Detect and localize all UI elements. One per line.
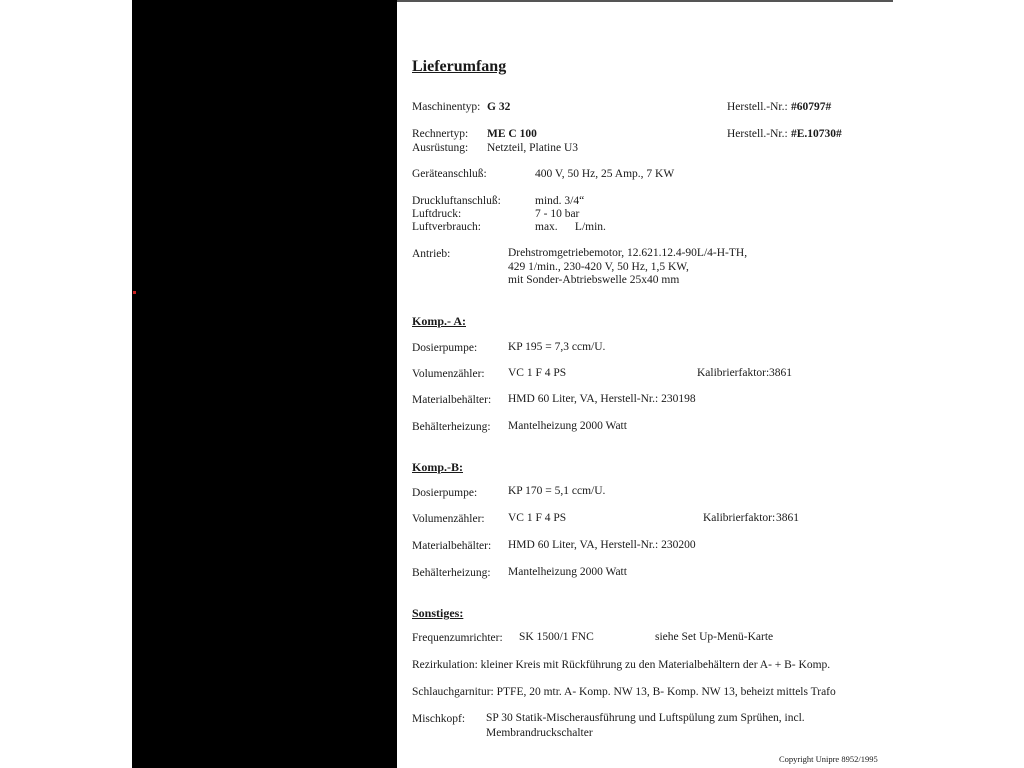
machine-serial-label: Herstell.-Nr.: bbox=[727, 101, 788, 113]
other-heading: Sonstiges: bbox=[412, 606, 464, 620]
hose-line: Schlauchgarnitur: PTFE, 20 mtr. A- Komp. NW 13, B- Komp. NW 13, beheizt mittels Trafo bbox=[412, 686, 836, 698]
page-title: Lieferumfang bbox=[412, 58, 507, 75]
connection-value: 400 V, 50 Hz, 25 Amp., 7 KW bbox=[535, 168, 675, 180]
comp-b-heat-label: Behälterheizung: bbox=[412, 567, 491, 579]
equipment-label: Ausrüstung: bbox=[412, 142, 469, 154]
comp-b-tank-label: Materialbehälter: bbox=[412, 540, 492, 552]
comp-b-meter-label: Volumenzähler: bbox=[412, 513, 485, 525]
comp-b-tank-value: HMD 60 Liter, VA, Herstell-Nr.: 230200 bbox=[508, 539, 696, 551]
air-consumption-value: max. L/min. bbox=[535, 221, 606, 233]
freq-converter-label: Frequenzumrichter: bbox=[412, 632, 503, 644]
comp-a-pump-label: Dosierpumpe: bbox=[412, 342, 478, 354]
connection-label: Geräteanschluß: bbox=[412, 168, 487, 180]
comp-b-calib-value: 3861 bbox=[776, 512, 799, 524]
scan-speck bbox=[133, 291, 136, 294]
machine-type-value: G 32 bbox=[487, 101, 511, 113]
mixer-line: Membrandruckschalter bbox=[486, 727, 593, 739]
comp-a-calib-label: Kalibrierfaktor: bbox=[697, 367, 770, 379]
machine-type-label: Maschinentyp: bbox=[412, 101, 481, 113]
comp-a-tank-label: Materialbehälter: bbox=[412, 394, 492, 406]
drive-label: Antrieb: bbox=[412, 248, 451, 260]
drive-line: Drehstromgetriebemotor, 12.621.12.4-90L/4-H-TH, bbox=[508, 247, 748, 259]
recirculation-line: Rezirkulation: kleiner Kreis mit Rückführung zu den Materialbehältern der A- + B- Komp. bbox=[412, 659, 831, 671]
air-consumption-label: Luftverbrauch: bbox=[412, 221, 481, 233]
page-margin bbox=[893, 0, 1024, 768]
comp-a-heat-value: Mantelheizung 2000 Watt bbox=[508, 420, 627, 432]
comp-b-meter-value: VC 1 F 4 PS bbox=[508, 512, 567, 524]
freq-converter-value: SK 1500/1 FNC bbox=[519, 631, 594, 643]
comp-a-tank-value: HMD 60 Liter, VA, Herstell-Nr.: 230198 bbox=[508, 393, 696, 405]
air-pressure-value: 7 - 10 bar bbox=[535, 208, 580, 220]
freq-converter-note: siehe Set Up-Menü-Karte bbox=[655, 631, 774, 643]
comp-b-pump-label: Dosierpumpe: bbox=[412, 487, 478, 499]
comp-a-heat-label: Behälterheizung: bbox=[412, 421, 491, 433]
comp-b-heat-value: Mantelheizung 2000 Watt bbox=[508, 566, 627, 578]
comp-a-heading: Komp.- A: bbox=[412, 314, 466, 328]
computer-type-value: ME C 100 bbox=[487, 128, 537, 140]
air-connection-value: mind. 3/4“ bbox=[535, 195, 585, 207]
drive-line: mit Sonder-Abtriebswelle 25x40 mm bbox=[508, 274, 680, 286]
computer-serial-value: #E.10730# bbox=[791, 128, 842, 140]
computer-type-label: Rechnertyp: bbox=[412, 128, 469, 140]
computer-serial-label: Herstell.-Nr.: bbox=[727, 128, 788, 140]
comp-a-calib-value: 3861 bbox=[769, 367, 792, 379]
comp-b-pump-value: KP 170 = 5,1 ccm/U. bbox=[508, 485, 606, 497]
mixer-line: SP 30 Statik-Mischerausführung und Luftspülung zum Sprühen, incl. bbox=[486, 712, 805, 724]
air-connection-label: Druckluftanschluß: bbox=[412, 195, 501, 207]
copyright-footer: Copyright Unipre 8952/1995 bbox=[779, 754, 878, 764]
comp-b-heading: Komp.-B: bbox=[412, 460, 463, 474]
comp-a-meter-value: VC 1 F 4 PS bbox=[508, 367, 567, 379]
comp-b-calib-label: Kalibrierfaktor: bbox=[703, 512, 776, 524]
document-page bbox=[397, 0, 893, 768]
comp-a-pump-value: KP 195 = 7,3 ccm/U. bbox=[508, 341, 606, 353]
equipment-value: Netzteil, Platine U3 bbox=[487, 142, 579, 154]
scan-black-area bbox=[132, 0, 397, 768]
mixer-label: Mischkopf: bbox=[412, 713, 466, 725]
page-top-edge bbox=[397, 0, 893, 2]
drive-line: 429 1/min., 230-420 V, 50 Hz, 1,5 KW, bbox=[508, 261, 689, 273]
air-pressure-label: Luftdruck: bbox=[412, 208, 462, 220]
machine-serial-value: #60797# bbox=[791, 101, 832, 113]
comp-a-meter-label: Volumenzähler: bbox=[412, 368, 485, 380]
